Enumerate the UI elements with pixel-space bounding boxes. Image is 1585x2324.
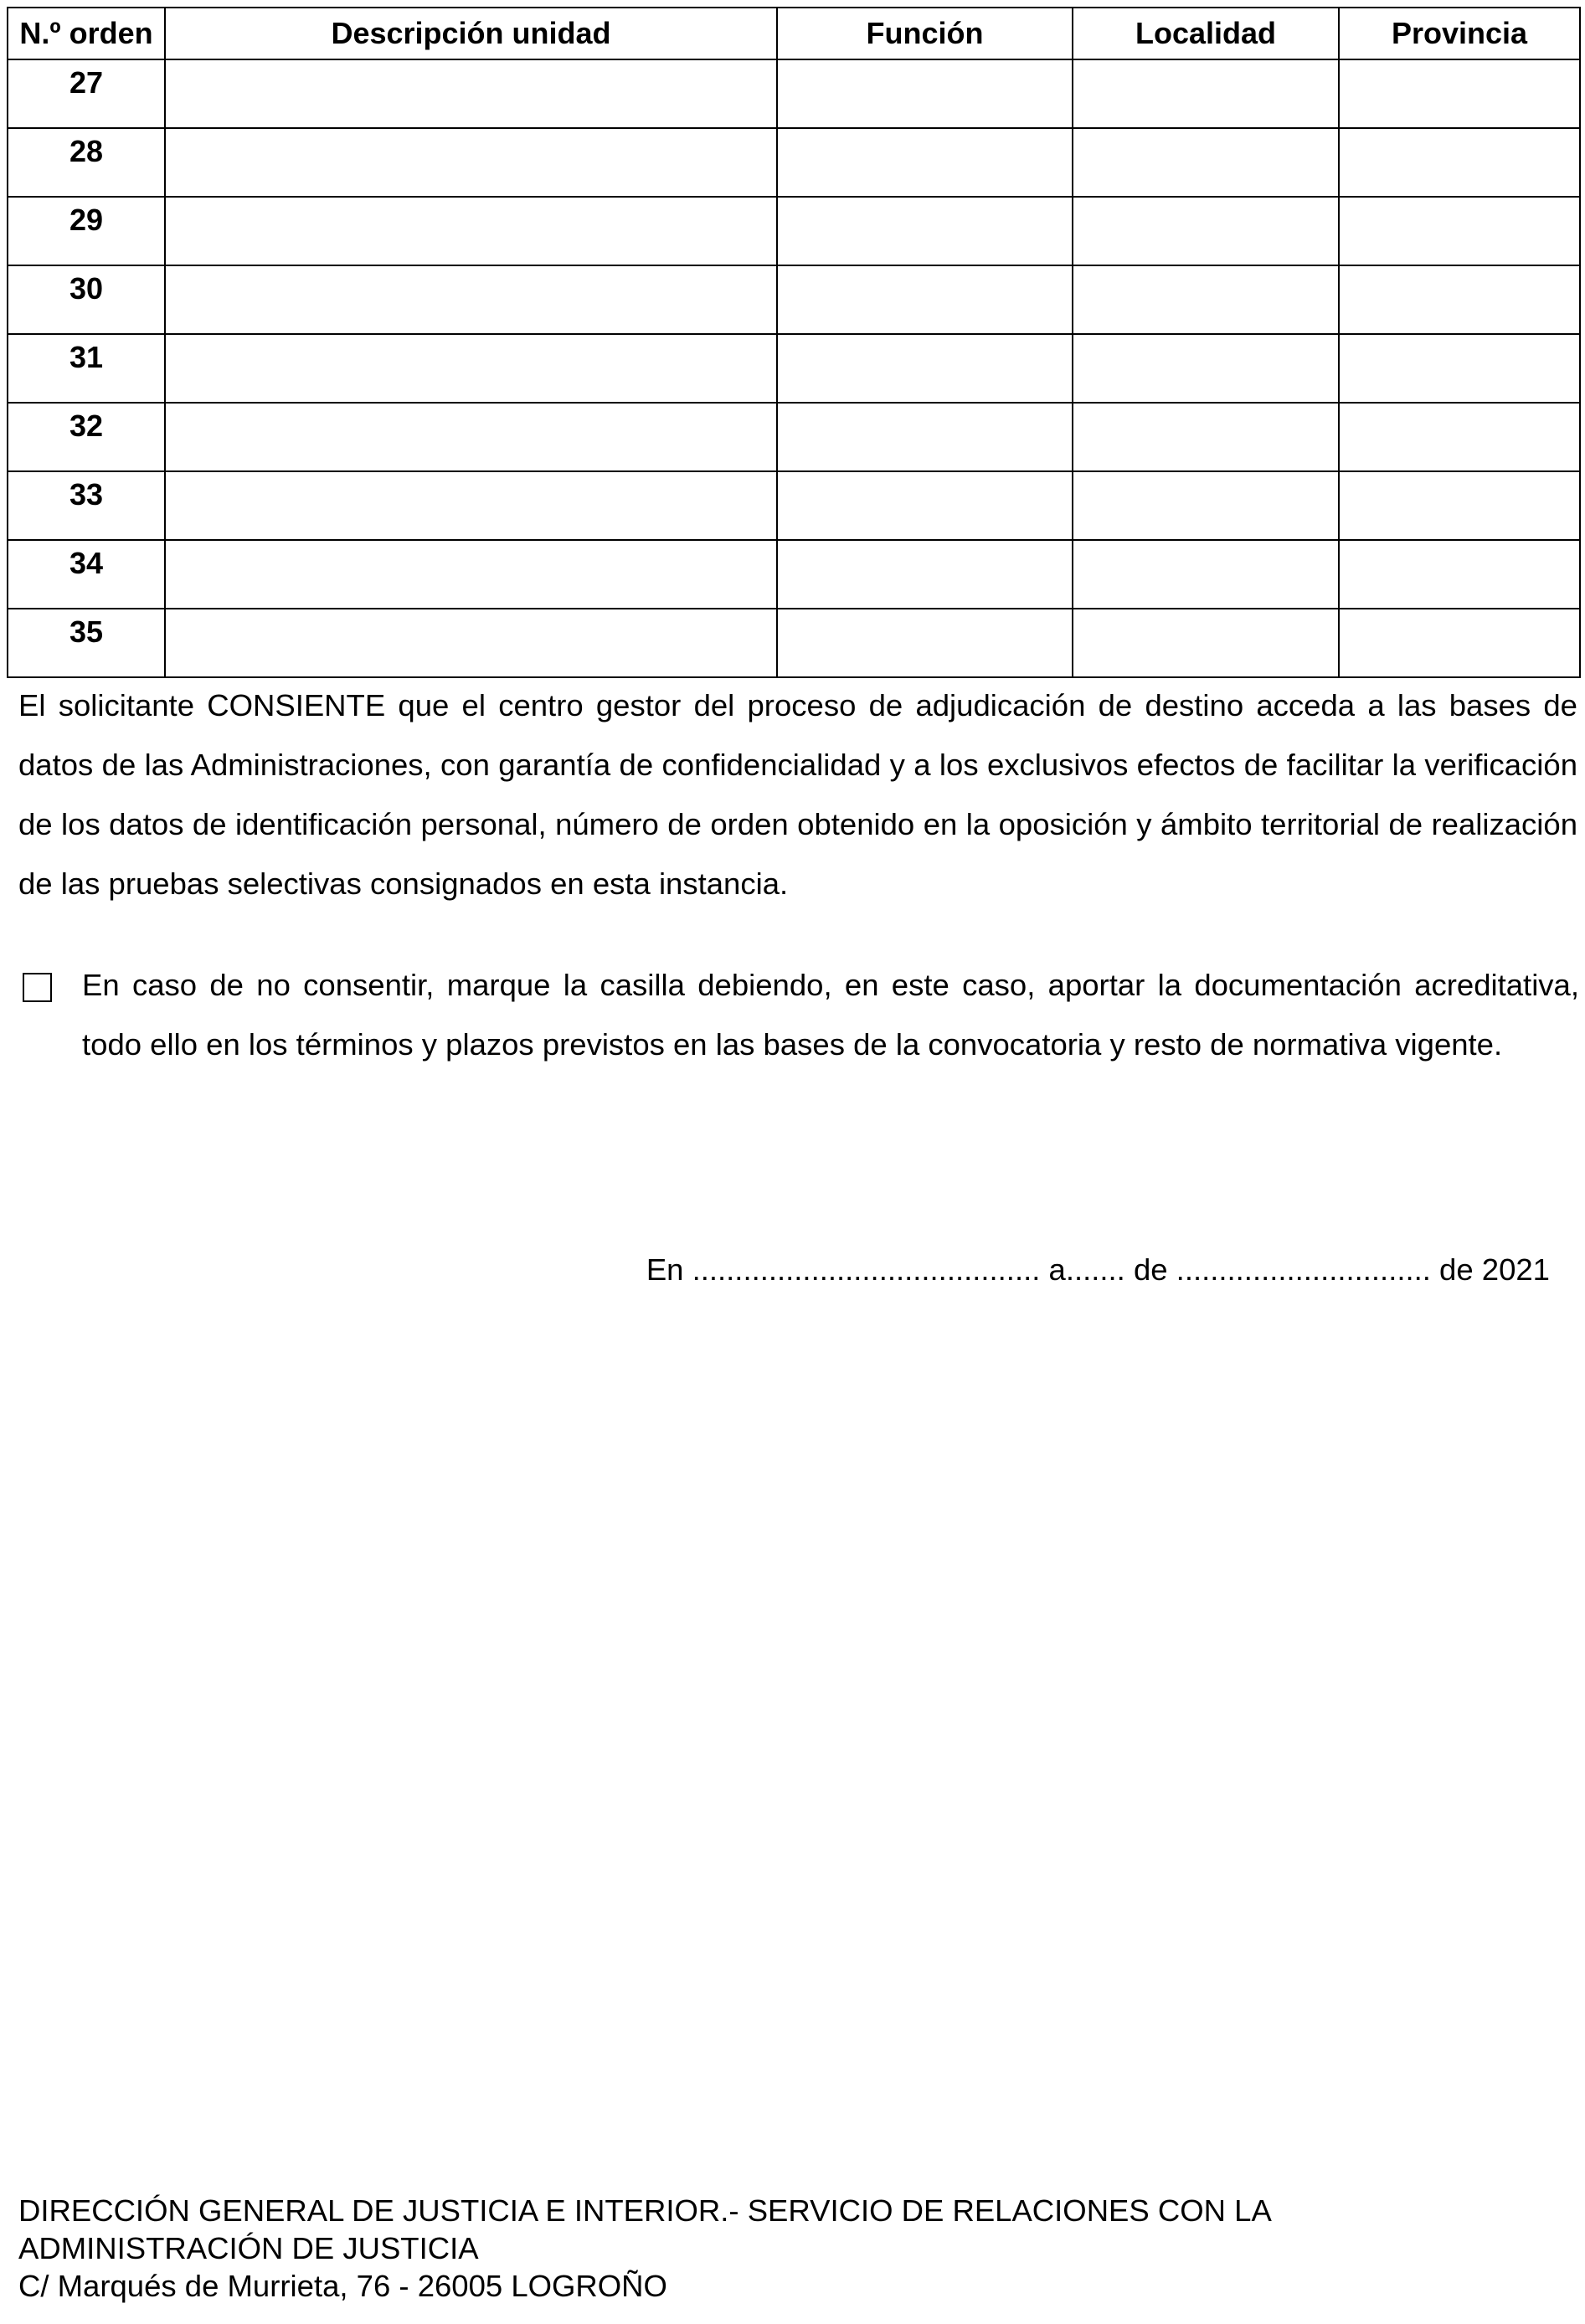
- province-cell[interactable]: [1339, 59, 1580, 128]
- locality-cell[interactable]: [1073, 403, 1339, 471]
- unit-description-cell[interactable]: [165, 334, 777, 403]
- locality-cell[interactable]: [1073, 59, 1339, 128]
- opt-out-text: En caso de no consentir, marque la casilla debiendo, en este caso, aportar la documentación acreditativa, todo ello en los términos y plazos previstos en las bases de la convocatoria y resto de normativa vigente.: [82, 968, 1579, 1062]
- function-cell[interactable]: [777, 128, 1073, 197]
- locality-cell[interactable]: [1073, 540, 1339, 609]
- unit-description-cell[interactable]: [165, 471, 777, 540]
- province-cell[interactable]: [1339, 197, 1580, 265]
- table-row: [8, 403, 1580, 471]
- opt-out-section: [23, 969, 1579, 1074]
- order-number-cell: 28: [8, 128, 165, 197]
- function-cell[interactable]: [777, 59, 1073, 128]
- unit-description-cell[interactable]: [165, 59, 777, 128]
- order-number-cell: 27: [8, 59, 165, 128]
- province-cell[interactable]: [1339, 265, 1580, 334]
- order-number-cell: 35: [8, 609, 165, 677]
- province-cell[interactable]: [1339, 609, 1580, 677]
- order-number-cell: 33: [8, 471, 165, 540]
- order-number-cell: 31: [8, 334, 165, 403]
- table-row: [8, 265, 1580, 334]
- date-line: En ......................................... a....... de .............................. de 2021: [646, 1252, 1550, 1287]
- table-row: [8, 609, 1580, 677]
- locality-cell[interactable]: [1073, 334, 1339, 403]
- province-cell[interactable]: [1339, 128, 1580, 197]
- table-header-row: [8, 8, 1580, 59]
- locality-cell[interactable]: [1073, 609, 1339, 677]
- function-cell[interactable]: [777, 197, 1073, 265]
- header-locality: Localidad: [1073, 8, 1339, 59]
- table-row: [8, 59, 1580, 128]
- order-number-cell: 30: [8, 265, 165, 334]
- function-cell[interactable]: [777, 471, 1073, 540]
- header-unit-description: Descripción unidad: [165, 8, 777, 59]
- footer-line-3: C/ Marqués de Murrieta, 76 - 26005 LOGROÑO: [18, 2269, 667, 2303]
- header-order-number: N.º orden: [8, 8, 165, 59]
- table-row: [8, 197, 1580, 265]
- header-function: Función: [777, 8, 1073, 59]
- header-province: Provincia: [1339, 8, 1580, 59]
- table-row: [8, 334, 1580, 403]
- function-cell[interactable]: [777, 265, 1073, 334]
- locality-cell[interactable]: [1073, 265, 1339, 334]
- footer-line-2: ADMINISTRACIÓN DE JUSTICIA: [18, 2231, 479, 2265]
- order-number-cell: 32: [8, 403, 165, 471]
- footer-line-1: DIRECCIÓN GENERAL DE JUSTICIA E INTERIOR.- SERVICIO DE RELACIONES CON LA: [18, 2193, 1272, 2228]
- function-cell[interactable]: [777, 540, 1073, 609]
- province-cell[interactable]: [1339, 334, 1580, 403]
- consent-paragraph: El solicitante CONSIENTE que el centro gestor del proceso de adjudicación de destino acceda a las bases de datos de las Administraciones, con garantía de confidencialidad y a los exclusivos efectos de facilitar la verificación de los datos de identificación personal, número de orden obtenido en la oposición y ámbito territorial de realización de las pruebas selectivas consignados en esta instancia.: [18, 688, 1577, 901]
- unit-description-cell[interactable]: [165, 609, 777, 677]
- function-cell[interactable]: [777, 334, 1073, 403]
- function-cell[interactable]: [777, 403, 1073, 471]
- footer-address: [18, 2192, 1567, 2305]
- table-row: [8, 128, 1580, 197]
- unit-description-cell[interactable]: [165, 265, 777, 334]
- function-cell[interactable]: [777, 609, 1073, 677]
- locality-cell[interactable]: [1073, 128, 1339, 197]
- unit-description-cell[interactable]: [165, 403, 777, 471]
- locality-cell[interactable]: [1073, 471, 1339, 540]
- unit-description-cell[interactable]: [165, 540, 777, 609]
- province-cell[interactable]: [1339, 403, 1580, 471]
- unit-description-cell[interactable]: [165, 128, 777, 197]
- locality-cell[interactable]: [1073, 197, 1339, 265]
- table-row: [8, 471, 1580, 540]
- order-number-cell: 29: [8, 197, 165, 265]
- opt-out-checkbox[interactable]: [23, 973, 52, 1002]
- unit-description-cell[interactable]: [165, 197, 777, 265]
- table-row: [8, 540, 1580, 609]
- province-cell[interactable]: [1339, 471, 1580, 540]
- province-cell[interactable]: [1339, 540, 1580, 609]
- order-number-cell: 34: [8, 540, 165, 609]
- units-table: [7, 7, 1581, 678]
